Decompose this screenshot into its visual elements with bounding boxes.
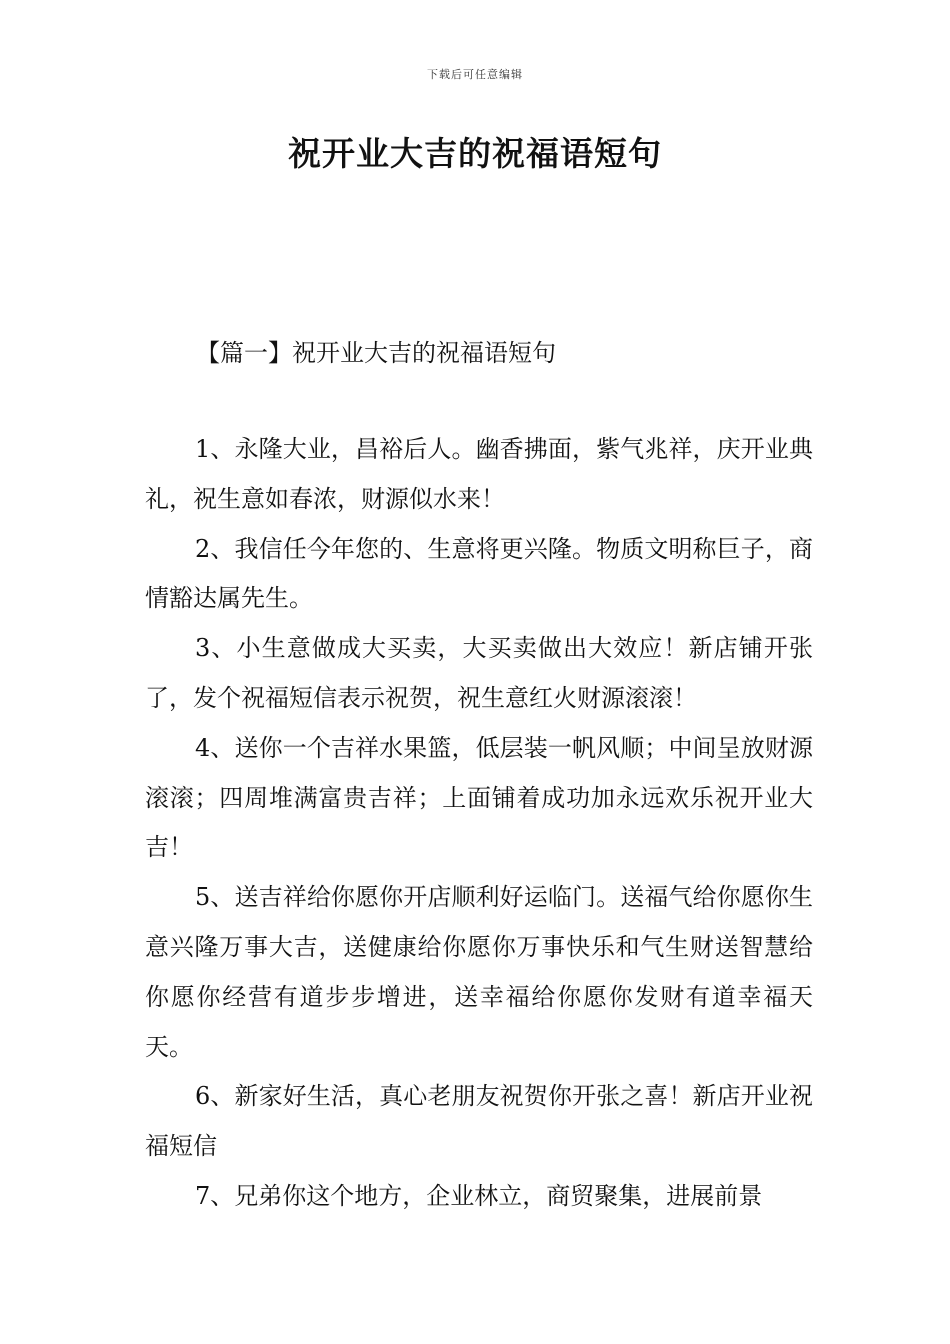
header-note: 下载后可任意编辑 xyxy=(427,68,523,81)
document-body xyxy=(145,425,813,1222)
paragraph-6: 6、新家好生活，真心老朋友祝贺你开张之喜！新店开业祝福短信 xyxy=(145,1082,813,1161)
paragraph-5: 5、送吉祥给你愿你开店顺利好运临门。送福气给你愿你生意兴隆万事大吉，送健康给你愿你万事快乐和气生财送智慧给你愿你经营有道步步增进，送幸福给你愿你发财有道幸福天天。 xyxy=(145,883,813,1061)
document-title: 祝开业大吉的祝福语短句 xyxy=(288,134,662,173)
paragraph-2: 2、我信任今年您的、生意将更兴隆。物质文明称巨子，商情豁达属先生。 xyxy=(145,534,813,613)
paragraph-4: 4、送你一个吉祥水果篮，低层装一帆风顺；中间呈放财源滚滚；四周堆满富贵吉祥；上面铺着成功加永远欢乐祝开业大吉！ xyxy=(145,733,813,862)
paragraph-3: 3、小生意做成大买卖，大买卖做出大效应！新店铺开张了，发个祝福短信表示祝贺，祝生意红火财源滚滚！ xyxy=(145,634,813,712)
paragraph-7: 7、兄弟你这个地方，企业林立，商贸聚集，进展前景 xyxy=(195,1181,763,1210)
paragraph-1: 1、永隆大业，昌裕后人。幽香拂面，紫气兆祥，庆开业典礼，祝生意如春浓，财源似水来！ xyxy=(145,435,813,513)
section-heading: 【篇一】祝开业大吉的祝福语短句 xyxy=(196,339,556,367)
